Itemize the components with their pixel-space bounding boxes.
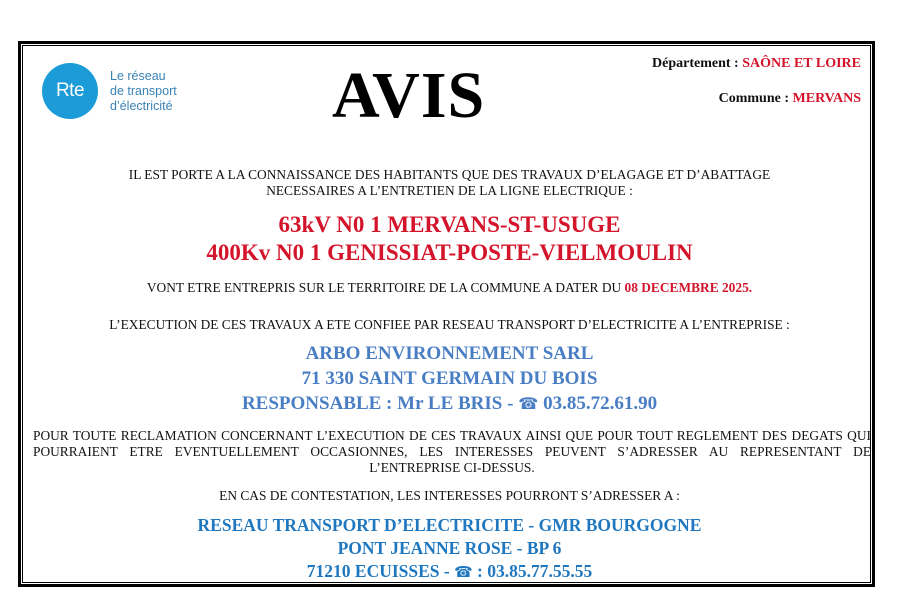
start-text: VONT ETRE ENTREPRIS SUR LE TERRITOIRE DE LA COMMUNE A DATER DU <box>146 280 625 295</box>
rte-contact-phone: : 03.85.77.55.55 <box>472 561 593 581</box>
contractor-name: ARBO ENVIRONNEMENT SARL <box>305 343 594 364</box>
start-date: 08 DECEMBRE 2025. <box>624 280 753 295</box>
dispute-line: EN CAS DE CONTESTATION, LES INTERESSES POURRONT S’ADRESSER A : <box>219 488 680 503</box>
phone-icon: ☎ <box>454 563 473 581</box>
rte-contact-address: PONT JEANNE ROSE - BP 6 <box>337 538 562 558</box>
rte-logo <box>42 63 177 119</box>
rte-logo-text <box>110 69 177 114</box>
rte-contact-name: RESEAU TRANSPORT D’ELECTRICITE - GMR BOURGOGNE <box>197 515 702 535</box>
rte-contact-city: 71210 ECUISSES - <box>306 561 455 581</box>
rte-logo-line-1: Le réseau <box>110 68 166 83</box>
contractor-phone: 03.85.72.61.90 <box>538 393 658 414</box>
intro-line-1: IL EST PORTE A LA CONNAISSANCE DES HABITANTS QUE DES TRAVAUX D’ELAGAGE ET D’ABATTAGE <box>128 167 771 182</box>
execution-line: L’EXECUTION DE CES TRAVAUX A ETE CONFIEE PAR RESEAU TRANSPORT D’ELECTRICITE A L’ENTREPRISE : <box>109 317 790 332</box>
contractor-address: 71 330 SAINT GERMAIN DU BOIS <box>301 368 598 389</box>
rte-logo-badge: Rte <box>42 63 98 119</box>
electric-line-1: 63kV N0 1 MERVANS-ST-USUGE <box>278 212 621 237</box>
department-value: SAÔNE ET LOIRE <box>742 56 861 71</box>
rte-logo-line-2: de transport <box>110 83 177 98</box>
contractor-responsible-line <box>0 393 899 415</box>
phone-icon: ☎ <box>518 394 539 413</box>
electric-line-2: 400Kv N0 1 GENISSIAT-POSTE-VIELMOULIN <box>206 240 693 265</box>
commune-value: MERVANS <box>792 91 861 106</box>
claims-paragraph: POUR TOUTE RECLAMATION CONCERNANT L’EXECUTION DE CES TRAVAUX AINSI QUE POUR TOUT REGLEMENT DES DEGATS QUI POURRAIENT ETRE EVENTUELLEMENT OCCASIONNES, LES INTERESSES PEUVENT S’ADRESSER AU REPRESENTANT DE L’ENTREPRISE CI-DESSUS. <box>33 428 871 475</box>
rte-logo-line-3: d’électricité <box>110 98 173 113</box>
department-label: Département : <box>652 56 743 71</box>
department-line <box>652 56 861 72</box>
contractor-responsible: RESPONSABLE : Mr LE BRIS - <box>241 393 519 414</box>
commune-line <box>719 91 861 107</box>
intro-line-2: NECESSAIRES A L’ENTRETIEN DE LA LIGNE ELECTRIQUE : <box>266 183 633 198</box>
start-date-line <box>0 280 899 296</box>
commune-label: Commune : <box>718 91 793 106</box>
rte-contact-city-line <box>0 561 899 583</box>
notice-title: AVIS <box>332 59 486 132</box>
